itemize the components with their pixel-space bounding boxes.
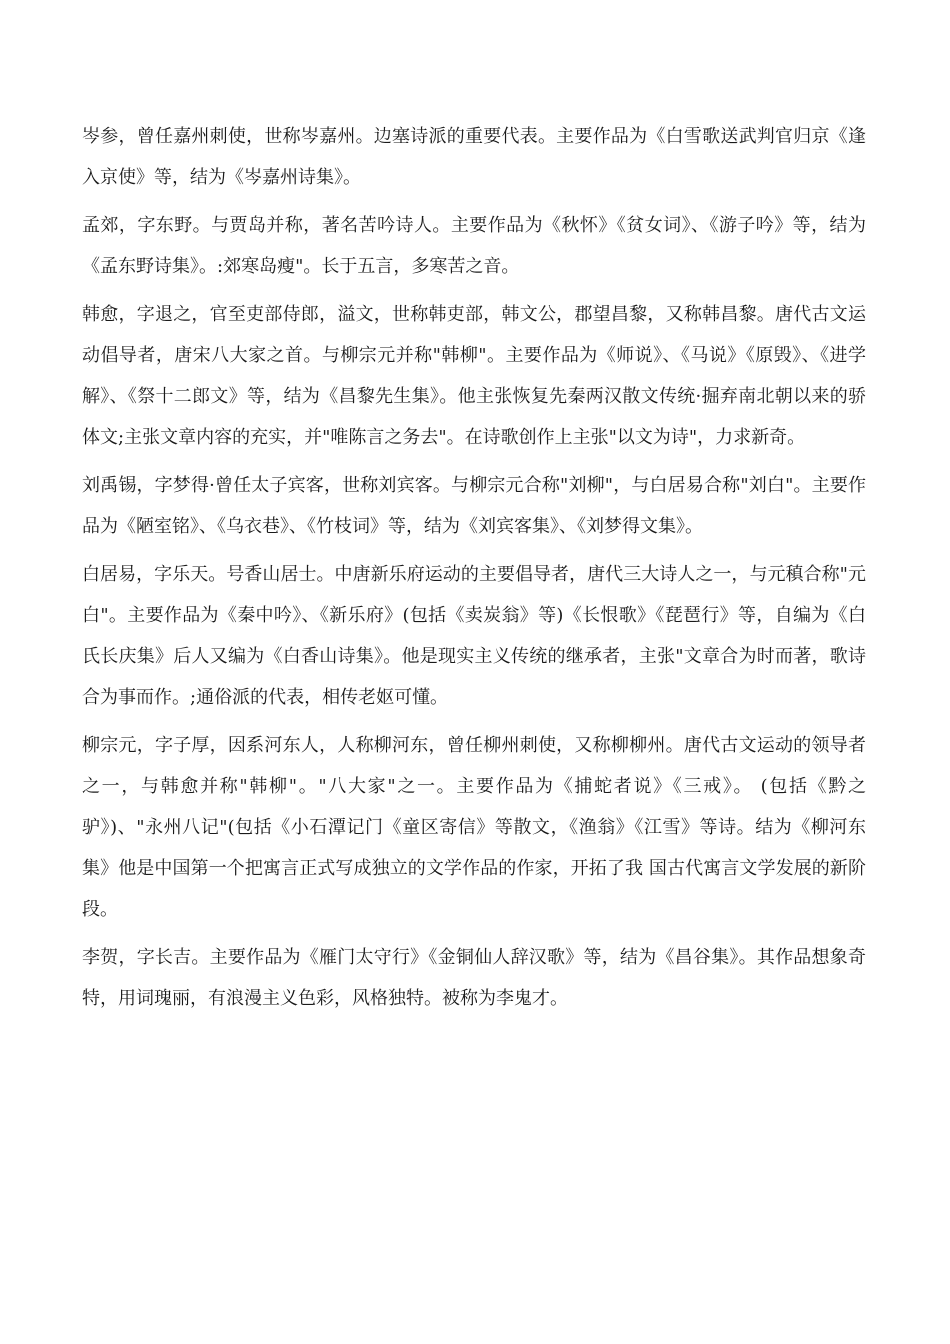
paragraph-liu-zongyuan: 柳宗元，字子厚，因系河东人，人称柳河东，曾任柳州刺使，又称柳柳州。唐代古文运动的领导者之一，与韩愈并称"韩柳"。"八大家"之一。主要作品为《捕蛇者说》《三戒》。 (包括《黔之驴》)、"永州八记"(包括《小石潭记门《童区寄信》等散文，《渔翁》《江雪》等诗。结为《柳河东集》他是中国第一个把寓言正式写成独立的文学作品的作家，开拓了我 国古代寓言文学发展的新阶段。: [82, 735, 866, 920]
paragraph-liu-yuxi: 刘禹锡，字梦得·曾任太子宾客，世称刘宾客。与柳宗元合称"刘柳"，与白居易合称"刘白"。主要作品为《陋室铭》、《乌衣巷》、《竹枝词》等，结为《刘宾客集》、《刘梦得文集》。: [82, 475, 866, 537]
paragraph-meng-jiao: 孟郊，字东野。与贾岛并称，著名苦吟诗人。主要作品为《秋怀》《贫女词》、《游子吟》等，结为《孟东野诗集》。:郊寒岛瘦"。长于五言，多寒苦之音。: [82, 215, 866, 277]
paragraph-cen-shen: 岑参，曾任嘉州刺使，世称岑嘉州。边塞诗派的重要代表。主要作品为《白雪歌送武判官归京《逢入京使》等，结为《岑嘉州诗集》。: [82, 126, 866, 188]
document-body: [82, 116, 866, 1026]
paragraph-bai-juyi: 白居易，字乐天。号香山居士。中唐新乐府运动的主要倡导者，唐代三大诗人之一，与元稹合称"元白"。主要作品为《秦中吟》、《新乐府》(包括《卖炭翁》等)《长恨歌》《琵琶行》等，自编为《白氏长庆集》后人又编为《白香山诗集》。他是现实主义传统的继承者，主张"文章合为时而著，歌诗合为事而作。;通俗派的代表，相传老妪可懂。: [82, 564, 866, 708]
paragraph-han-yu: 韩愈，字退之，官至吏部侍郎，溢文，世称韩吏部，韩文公，郡望昌黎，又称韩昌黎。唐代古文运动倡导者，唐宋八大家之首。与柳宗元并称"韩柳"。主要作品为《师说》、《马说》《原毁》、《进学解》、《祭十二郎文》等，结为《昌黎先生集》。他主张恢复先秦两汉散文传统·掘弃南北朝以来的骄体文;主张文章内容的充实，并"唯陈言之务去"。在诗歌创作上主张"以文为诗"，力求新奇。: [82, 304, 866, 448]
paragraph-li-he: 李贺，字长吉。主要作品为《雁门太守行》《金铜仙人辞汉歌》等，结为《昌谷集》。其作品想象奇特，用词瑰丽，有浪漫主义色彩，风格独特。被称为李鬼才。: [82, 947, 866, 1009]
